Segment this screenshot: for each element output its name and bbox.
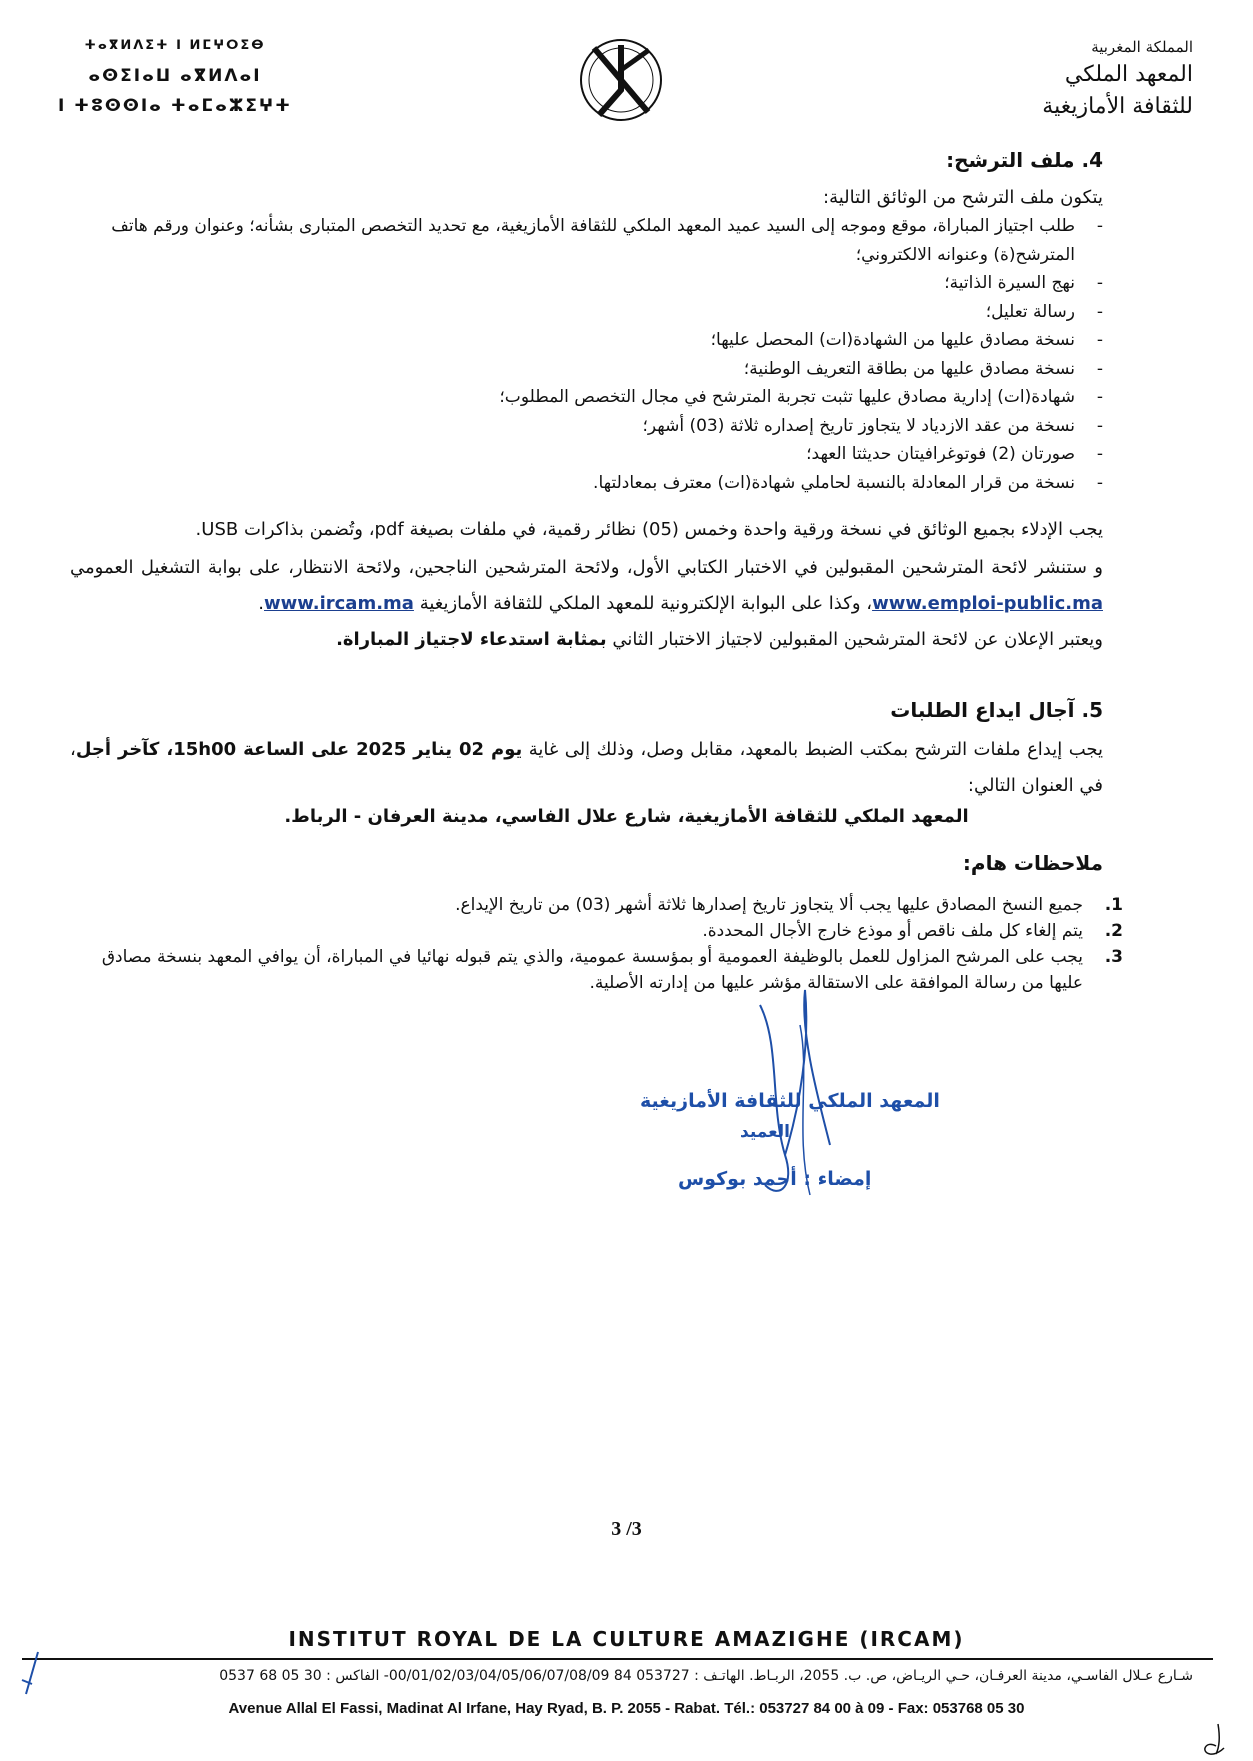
note-number: 2. [1104,921,1123,941]
ircam-logo [554,20,688,132]
note-item [85,918,1123,944]
notes-heading: ملاحظات هام: [962,851,1103,875]
notes-list [85,892,1123,996]
convocation-bold-text: بمثابة استدعاء لاجتياز المباراة. [336,629,607,650]
page-number: 3 /3 [611,1518,642,1540]
footer-french-address: Avenue Allal El Fassi, Madinat Al Irfane, Hay Ryad, B. P. 2055 - Rabat. Tél.: 053727 84 00 à 09 - Fax: 053768 05 30 [228,1700,1025,1717]
publication-note-text-b: ، وكذا على البوابة الإلكترونية للمعهد الملكي للثقافة الأمازيغية [419,593,873,614]
initial-mark-right [1198,1722,1228,1756]
list-item: - شهادة(ات) إدارية مصادق عليها تثبت تجربة المترشح في مجال التخصص المطلوب؛ [80,383,1103,412]
ircam-link[interactable]: www.ircam.ma [264,593,414,614]
arabic-header-line-1: المملكة المغربية [1091,38,1193,56]
arabic-header-line-3: للثقافة الأمازيغية [1042,94,1193,119]
publication-note-text-c: . [258,593,265,614]
stamp-institute: المعهد الملكي للثقافة الأمازيغية [640,1090,940,1112]
deposit-deadline: يوم 02 يناير 2025 على الساعة 15h00، كآخر أجل [75,739,523,760]
deposit-paragraph [70,732,1103,804]
convocation-text: ويعتبر الإعلان عن لائحة المترشحين المقبولين لاجتياز الاختبار الثاني [606,629,1103,650]
tifinagh-line-2: ⴰⵙⵉⵏⴰⵡ ⴰⴳⵍⴷⴰⵏ [88,66,262,86]
note-text: يتم إلغاء كل ملف ناقص أو موذع خارج الأجال المحددة. [702,921,1083,941]
list-item: - نسخة مصادق عليها من بطاقة التعريف الوطنية؛ [80,355,1103,384]
documents-list [80,212,1103,497]
section-5-title: آجال ايداع الطلبات [890,698,1075,722]
footer-divider [22,1658,1213,1660]
list-item: - رسالة تعليل؛ [80,298,1103,327]
publication-note [70,550,1103,622]
note-item [85,944,1123,996]
footer-arabic-address: شـارع عـلال الفاسـي، مدينة العرفـان، حـي الريـاض، ص. ب. 2055، الربـاط. الهاتـف : 053727 84 00/01/02/03/04/05/06/07/08/09- الفاكس : 30 05 68 0537 [219,1668,1193,1684]
initial-mark-left [20,1650,40,1696]
list-item: - نسخة مصادق عليها من الشهادة(ات) المحصل عليها؛ [80,326,1103,355]
handwritten-signature [740,985,880,1215]
list-item: - نسخة من قرار المعادلة بالنسبة لحاملي شهادة(ات) معترف بمعادلتها. [80,469,1103,498]
note-text: يجب على المرشح المزاول للعمل بالوظيفة العمومية أو بمؤسسة عمومية، والذي يتم قبوله نهائيا في المباراة، أن يوافي المعهد بنسخة مصادق عليها من رسالة الموافقة على الاستقالة مؤشر عليها من إدارته الأصلية. [101,947,1083,993]
usb-note: يجب الإدلاء بجميع الوثائق في نسخة ورقية واحدة وخمس (05) نظائر رقمية، في ملفات بصيغة pdf، وتُضمن بذاكرات USB. [195,519,1103,540]
publication-note-text-a: و ستنشر لائحة المترشحين المقبولين في الاختبار الكتابي الأول، ولائحة المترشحين الناجحين، ولائحة الانتظار، على بوابة التشغيل العمومي [70,557,1103,578]
deposit-text-a: يجب إيداع ملفات الترشح بمكتب الضبط بالمعهد، مقابل وصل، وذلك إلى غاية [522,739,1103,760]
convocation-note [70,622,1103,658]
deposit-text-c: ، في العنوان التالي: [70,739,1103,796]
tifinagh-line-1: ⵜⴰⴳⵍⴷⵉⵜ ⵏ ⵍⵎⵖⵔⵉⴱ [84,38,266,53]
stamp-dean: العميد [740,1122,790,1142]
section-4-title: ملف الترشح: [946,148,1075,172]
emploi-public-link[interactable]: www.emploi-public.ma [872,593,1103,614]
section-5-heading [890,698,1103,722]
tifinagh-line-3: ⵏ ⵜⵓⵙⵙⵏⴰ ⵜⴰⵎⴰⵣⵉⵖⵜ [57,96,293,116]
section-4-intro: يتكون ملف الترشح من الوثائق التالية: [823,187,1103,208]
list-item: - طلب اجتياز المباراة، موقع وموجه إلى السيد عميد المعهد الملكي للثقافة الأمازيغية، مع تحديد التخصص المتبارى بشأنه؛ وعنوان ورقم هاتف المترشح(ة) وعنوانه الالكتروني؛ [80,212,1103,269]
note-number: 3. [1104,947,1123,967]
section-4-heading [946,148,1103,172]
deposit-address: المعهد الملكي للثقافة الأمازيغية، شارع علال الفاسي، مدينة العرفان - الرباط. [284,806,969,827]
section-4-number: 4. [1081,148,1103,172]
list-item: - صورتان (2) فوتوغرافيتان حديثتا العهد؛ [80,440,1103,469]
note-number: 1. [1104,895,1123,915]
arabic-header-line-2: المعهد الملكي [1064,62,1193,87]
list-item: - نهج السيرة الذاتية؛ [80,269,1103,298]
list-item: - نسخة من عقد الازدياد لا يتجاوز تاريخ إصداره ثلاثة (03) أشهر؛ [80,412,1103,441]
note-text: جميع النسخ المصادق عليها يجب ألا يتجاوز تاريخ إصدارها ثلاثة أشهر (03) من تاريخ الإيداع. [455,895,1083,915]
note-item [85,892,1123,918]
section-5-number: 5. [1081,698,1103,722]
stamp-signed-by: إمضاء : أحمد بوكوس [678,1168,872,1190]
footer-institute-name: INSTITUT ROYAL DE LA CULTURE AMAZIGHE (IRCAM) [288,1627,965,1651]
